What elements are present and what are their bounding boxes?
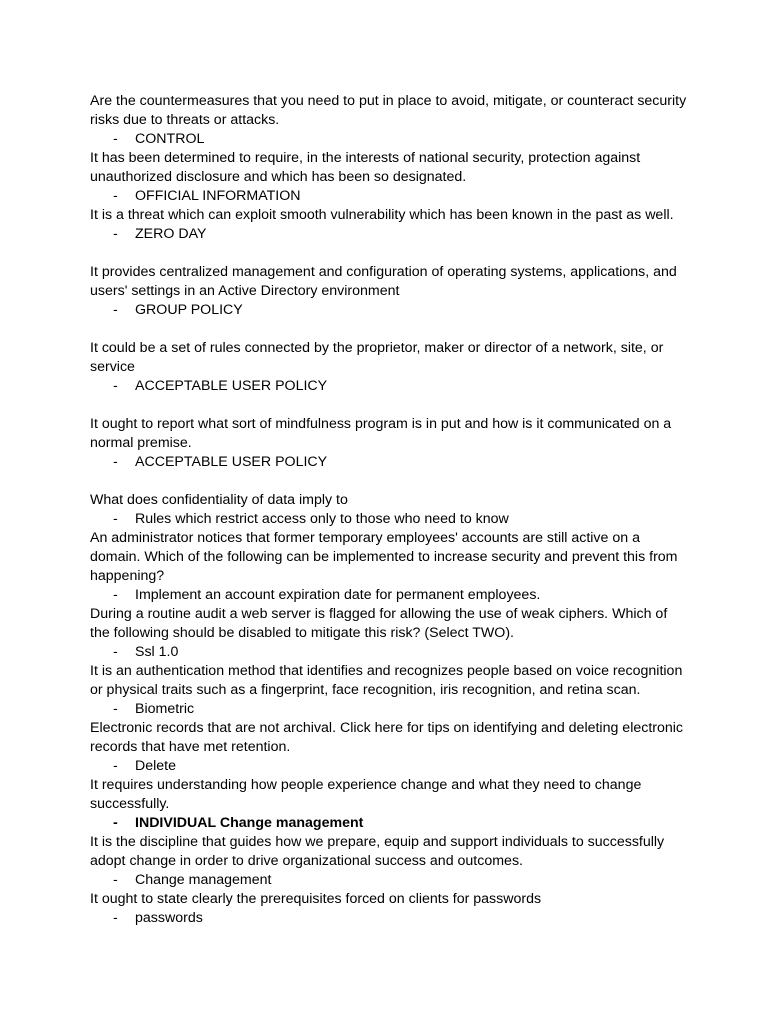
- question-text: It is a threat which can exploit smooth vulnerability which has been known in the past as well.: [90, 207, 674, 223]
- answer-text: Implement an account expiration date for permanent employees.: [135, 587, 541, 603]
- question-text: During a routine audit a web server is flagged for allowing the use of weak ciphers. Which of the following should be disabled to mitigate this risk? (Select TWO).: [90, 606, 668, 641]
- answer-item: [90, 453, 690, 472]
- question-text: An administrator notices that former temporary employees' accounts are still active on a domain. Which of the following can be implemented to increase security and prevent this from happening?: [90, 530, 678, 584]
- answer-item: [90, 700, 690, 719]
- bullet-dash: -: [113, 454, 118, 470]
- question-text: It provides centralized management and configuration of operating systems, applications, and users' settings in an Active Directory environment: [90, 264, 677, 299]
- question-text: It requires understanding how people experience change and what they need to change successfully.: [90, 777, 642, 812]
- question-text: It ought to state clearly the prerequisites forced on clients for passwords: [90, 891, 542, 907]
- bullet-dash: -: [113, 131, 118, 147]
- answer-text: OFFICIAL INFORMATION: [135, 188, 301, 204]
- bullet-dash: -: [113, 587, 118, 603]
- answer-item: [90, 301, 690, 320]
- answer-text: GROUP POLICY: [135, 302, 243, 318]
- spacer: [90, 320, 690, 339]
- answer-item: [90, 377, 690, 396]
- answer-text: ACCEPTABLE USER POLICY: [135, 454, 328, 470]
- answer-text: INDIVIDUAL Change management: [135, 815, 364, 831]
- question-text: It ought to report what sort of mindfulness program is in put and how is it communicated on a normal premise.: [90, 416, 672, 451]
- answer-text: Ssl 1.0: [135, 644, 179, 660]
- answer-text: ACCEPTABLE USER POLICY: [135, 378, 328, 394]
- answer-item: [90, 130, 690, 149]
- bullet-dash: -: [113, 872, 118, 888]
- bullet-dash: -: [113, 226, 118, 242]
- answer-text: passwords: [135, 910, 203, 926]
- answer-text: CONTROL: [135, 131, 205, 147]
- answer-item: [90, 187, 690, 206]
- answer-item: [90, 586, 690, 605]
- spacer: [90, 396, 690, 415]
- answer-text: ZERO DAY: [135, 226, 207, 242]
- answer-text: Rules which restrict access only to those who need to know: [135, 511, 509, 527]
- bullet-dash: -: [113, 815, 118, 831]
- bullet-dash: -: [113, 188, 118, 204]
- question-text: What does confidentiality of data imply to: [90, 492, 348, 508]
- answer-item: [90, 643, 690, 662]
- answer-item: [90, 225, 690, 244]
- question-text: Are the countermeasures that you need to put in place to avoid, mitigate, or counteract security risks due to threats or attacks.: [90, 93, 687, 128]
- answer-item: [90, 871, 690, 890]
- bullet-dash: -: [113, 758, 118, 774]
- bullet-dash: -: [113, 511, 118, 527]
- question-text: It is an authentication method that identifies and recognizes people based on voice recognition or physical traits such as a fingerprint, face recognition, iris recognition, and retina scan.: [90, 663, 683, 698]
- spacer: [90, 244, 690, 263]
- bullet-dash: -: [113, 302, 118, 318]
- qa-list: [90, 92, 690, 928]
- answer-text: Biometric: [135, 701, 195, 717]
- answer-item: [90, 909, 690, 928]
- question-text: It has been determined to require, in the interests of national security, protection against unauthorized disclosure and which has been so designated.: [90, 150, 641, 185]
- question-text: It could be a set of rules connected by the proprietor, maker or director of a network, site, or service: [90, 340, 664, 375]
- answer-item: [90, 814, 690, 833]
- bullet-dash: -: [113, 378, 118, 394]
- answer-item: [90, 757, 690, 776]
- bullet-dash: -: [113, 644, 118, 660]
- answer-item: [90, 510, 690, 529]
- answer-text: Change management: [135, 872, 272, 888]
- bullet-dash: -: [113, 910, 118, 926]
- bullet-dash: -: [113, 701, 118, 717]
- spacer: [90, 472, 690, 491]
- answer-text: Delete: [135, 758, 177, 774]
- question-text: It is the discipline that guides how we prepare, equip and support individuals to successfully adopt change in order to drive organizational success and outcomes.: [90, 834, 665, 869]
- question-text: Electronic records that are not archival. Click here for tips on identifying and deleting electronic records that have met retention.: [90, 720, 684, 755]
